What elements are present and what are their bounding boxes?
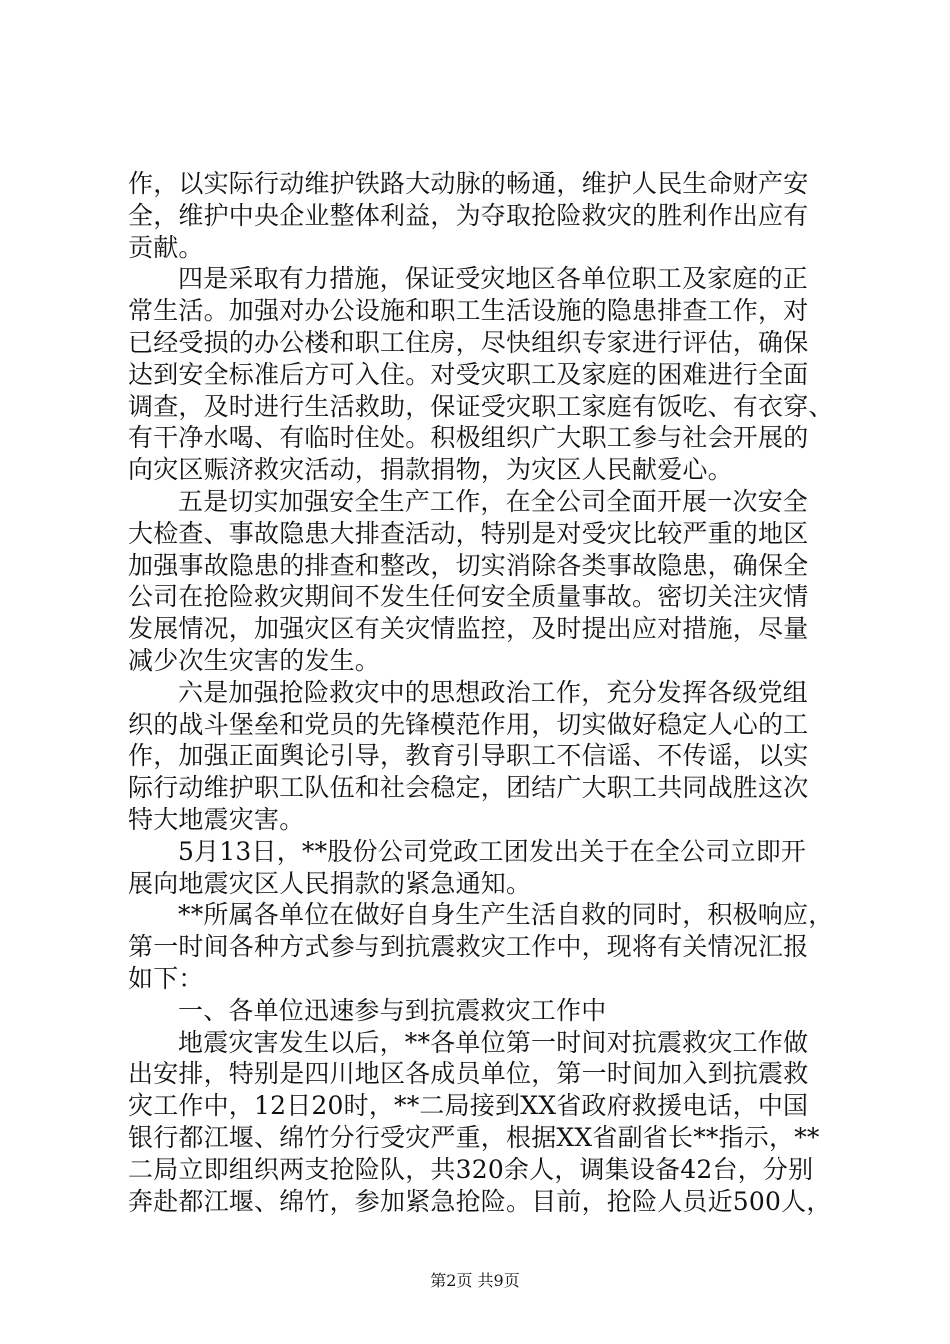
text-line: 五是切实加强安全生产工作，在全公司全面开展一次安全	[178, 486, 809, 516]
text-line: 贡献。	[128, 232, 204, 262]
document-body	[128, 168, 834, 1217]
text-line: 际行动维护职工队伍和社会稳定，团结广大职工共同战胜这次	[128, 773, 809, 803]
text-line: 公司在抢险救灾期间不发生任何安全质量事故。密切关注灾情	[128, 582, 809, 612]
page-footer	[0, 1268, 950, 1291]
text-line: 有干净水喝、有临时住处。积极组织广大职工参与社会开展的	[128, 423, 809, 453]
text-line: 四是采取有力措施，保证受灾地区各单位职工及家庭的正	[178, 264, 809, 294]
text-line: 展向地震灾区人民捐款的紧急通知。	[128, 868, 532, 898]
text-line: 特大地震灾害。	[128, 804, 305, 834]
text-line: **所属各单位在做好自身生产生活自救的同时，积极响应，	[178, 900, 834, 930]
text-line: 发展情况，加强灾区有关灾情监控，及时提出应对措施，尽量	[128, 614, 809, 644]
text-line: 作，加强正面舆论引导，教育引导职工不信谣、不传谣，以实	[128, 741, 809, 771]
text-line: 二局立即组织两支抢险队，共320余人，调集设备42台，分别	[128, 1154, 814, 1184]
text-line: 如下：	[128, 963, 204, 993]
text-line: 已经受损的办公楼和职工住房，尽快组织专家进行评估，确保	[128, 327, 809, 357]
text-line: 向灾区赈济救灾活动，捐款捐物，为灾区人民献爱心。	[128, 455, 733, 485]
text-line: 第一时间各种方式参与到抗震救灾工作中，现将有关情况汇报	[128, 932, 809, 962]
text-line: 银行都江堰、绵竹分行受灾严重，根据XX省副省长**指示，**	[128, 1122, 820, 1152]
text-line: 调查，及时进行生活救助，保证受灾职工家庭有饭吃、有衣穿、	[128, 391, 834, 421]
text-line: 一、各单位迅速参与到抗震救灾工作中	[178, 995, 607, 1025]
text-line: 织的战斗堡垒和党员的先锋模范作用，切实做好稳定人心的工	[128, 709, 809, 739]
text-line: 灾工作中，12日20时，**二局接到XX省政府救援电话，中国	[128, 1091, 809, 1121]
text-line: 常生活。加强对办公设施和职工生活设施的隐患排查工作，对	[128, 296, 809, 326]
text-line: 大检查、事故隐患大排查活动，特别是对受灾比较严重的地区	[128, 518, 809, 548]
text-line: 作，以实际行动维护铁路大动脉的畅通，维护人民生命财产安	[128, 169, 809, 198]
text-line: 奔赴都江堰、绵竹，参加紧急抢险。目前，抢险人员近500人，	[128, 1186, 832, 1216]
text-line: 出安排，特别是四川地区各成员单位，第一时间加入到抗震救	[128, 1059, 809, 1089]
text-line: 地震灾害发生以后，**各单位第一时间对抗震救灾工作做	[178, 1027, 809, 1057]
text-line: 减少次生灾害的发生。	[128, 645, 381, 675]
text-line: 六是加强抢险救灾中的思想政治工作，充分发挥各级党组	[178, 677, 809, 707]
text-line: 5月13日，**股份公司党政工团发出关于在全公司立即开	[178, 836, 807, 866]
text-line: 全，维护中央企业整体利益，为夺取抢险救灾的胜利作出应有	[128, 200, 809, 230]
text-line: 达到安全标准后方可入住。对受灾职工及家庭的困难进行全面	[128, 359, 809, 389]
text-line: 加强事故隐患的排查和整改，切实消除各类事故隐患，确保全	[128, 550, 809, 580]
page-number-label: 第2页 共9页	[430, 1271, 520, 1290]
